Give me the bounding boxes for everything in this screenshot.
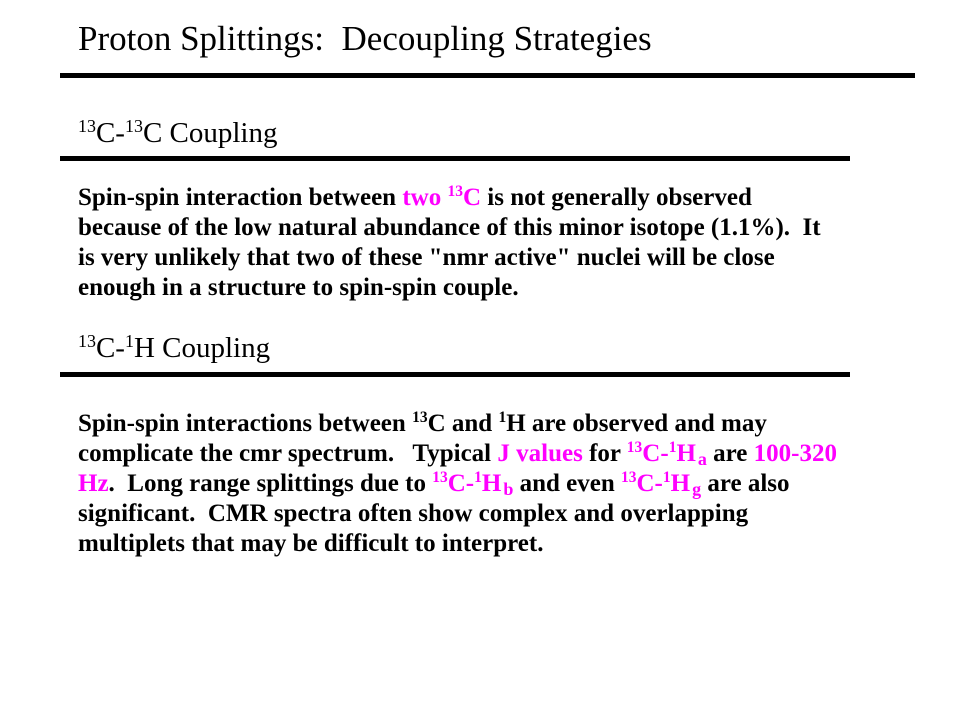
highlight-subscript: b	[503, 478, 514, 499]
section-heading-13c-13c	[78, 116, 278, 150]
highlight-element: C-	[642, 440, 669, 467]
highlight-isotope-mass: 1	[662, 469, 671, 487]
highlight-isotope-mass: 1	[474, 469, 482, 487]
text-segment: are also	[701, 470, 790, 497]
highlight-element: C-	[447, 470, 475, 497]
heading-isotope-mass: 13	[78, 116, 96, 137]
highlight-element: H	[481, 470, 502, 497]
text-segment: Spin-spin interactions between	[78, 410, 413, 437]
highlight-isotope-mass: 13	[432, 469, 448, 487]
text-segment: C and	[427, 410, 499, 437]
isotope-mass: 13	[412, 409, 428, 427]
heading-element: C-	[95, 117, 125, 149]
section-rule-13c-13c	[60, 156, 850, 161]
heading-element: C-	[95, 332, 125, 364]
text-segment: and even	[513, 470, 621, 497]
heading-isotope-mass: 13	[78, 331, 96, 352]
paragraph-line	[78, 469, 790, 499]
text-segment: Spin-spin interaction between	[78, 184, 403, 211]
text-segment: are	[706, 440, 754, 467]
text-segment: for	[582, 440, 627, 467]
paragraph-line	[78, 409, 767, 439]
heading-element-label: H Coupling	[133, 332, 271, 364]
highlight-element: H	[676, 440, 696, 467]
heading-isotope-mass: 1	[124, 331, 134, 352]
highlight-element: H	[670, 470, 691, 497]
text-segment: is not generally observed	[481, 184, 752, 211]
isotope-mass: 1	[498, 409, 507, 427]
heading-element-label: C Coupling	[142, 117, 278, 149]
highlight-unit: Hz	[78, 470, 109, 497]
highlight-isotope-mass: 13	[620, 469, 637, 487]
highlight-range: 100-320	[753, 440, 837, 467]
section-heading-13c-1h	[78, 331, 270, 365]
highlight-isotope-mass: 13	[447, 183, 463, 201]
highlight-subscript: g	[692, 478, 702, 499]
highlight-segment: two	[402, 184, 448, 211]
text-segment: . Long range splittings due to	[108, 470, 433, 497]
title-rule	[60, 73, 915, 78]
paragraph-line: is very unlikely that two of these "nmr active" nuclei will be close	[78, 244, 775, 271]
highlight-isotope-mass: 13	[626, 439, 643, 457]
paragraph-line: multiplets that may be difficult to interpret.	[78, 530, 544, 557]
highlight-subscript: a	[697, 448, 707, 469]
highlight-j-values: J values	[497, 440, 583, 467]
highlight-isotope-mass: 1	[668, 439, 677, 457]
highlight-element: C-	[636, 470, 663, 497]
paragraph-line	[78, 439, 837, 469]
text-segment: complicate the cmr spectrum. Typical	[78, 440, 498, 467]
paragraph-line	[78, 183, 752, 213]
highlight-element: C	[462, 184, 482, 211]
slide-title: Proton Splittings: Decoupling Strategies	[78, 19, 652, 58]
section-rule-13c-1h	[60, 372, 850, 377]
heading-isotope-mass: 13	[124, 116, 143, 137]
paragraph-line: enough in a structure to spin-spin couple.	[78, 274, 519, 301]
paragraph-line: because of the low natural abundance of this minor isotope (1.1%). It	[78, 214, 821, 241]
text-segment: H are observed and may	[506, 410, 767, 437]
paragraph-line: significant. CMR spectra often show complex and overlapping	[78, 500, 749, 527]
